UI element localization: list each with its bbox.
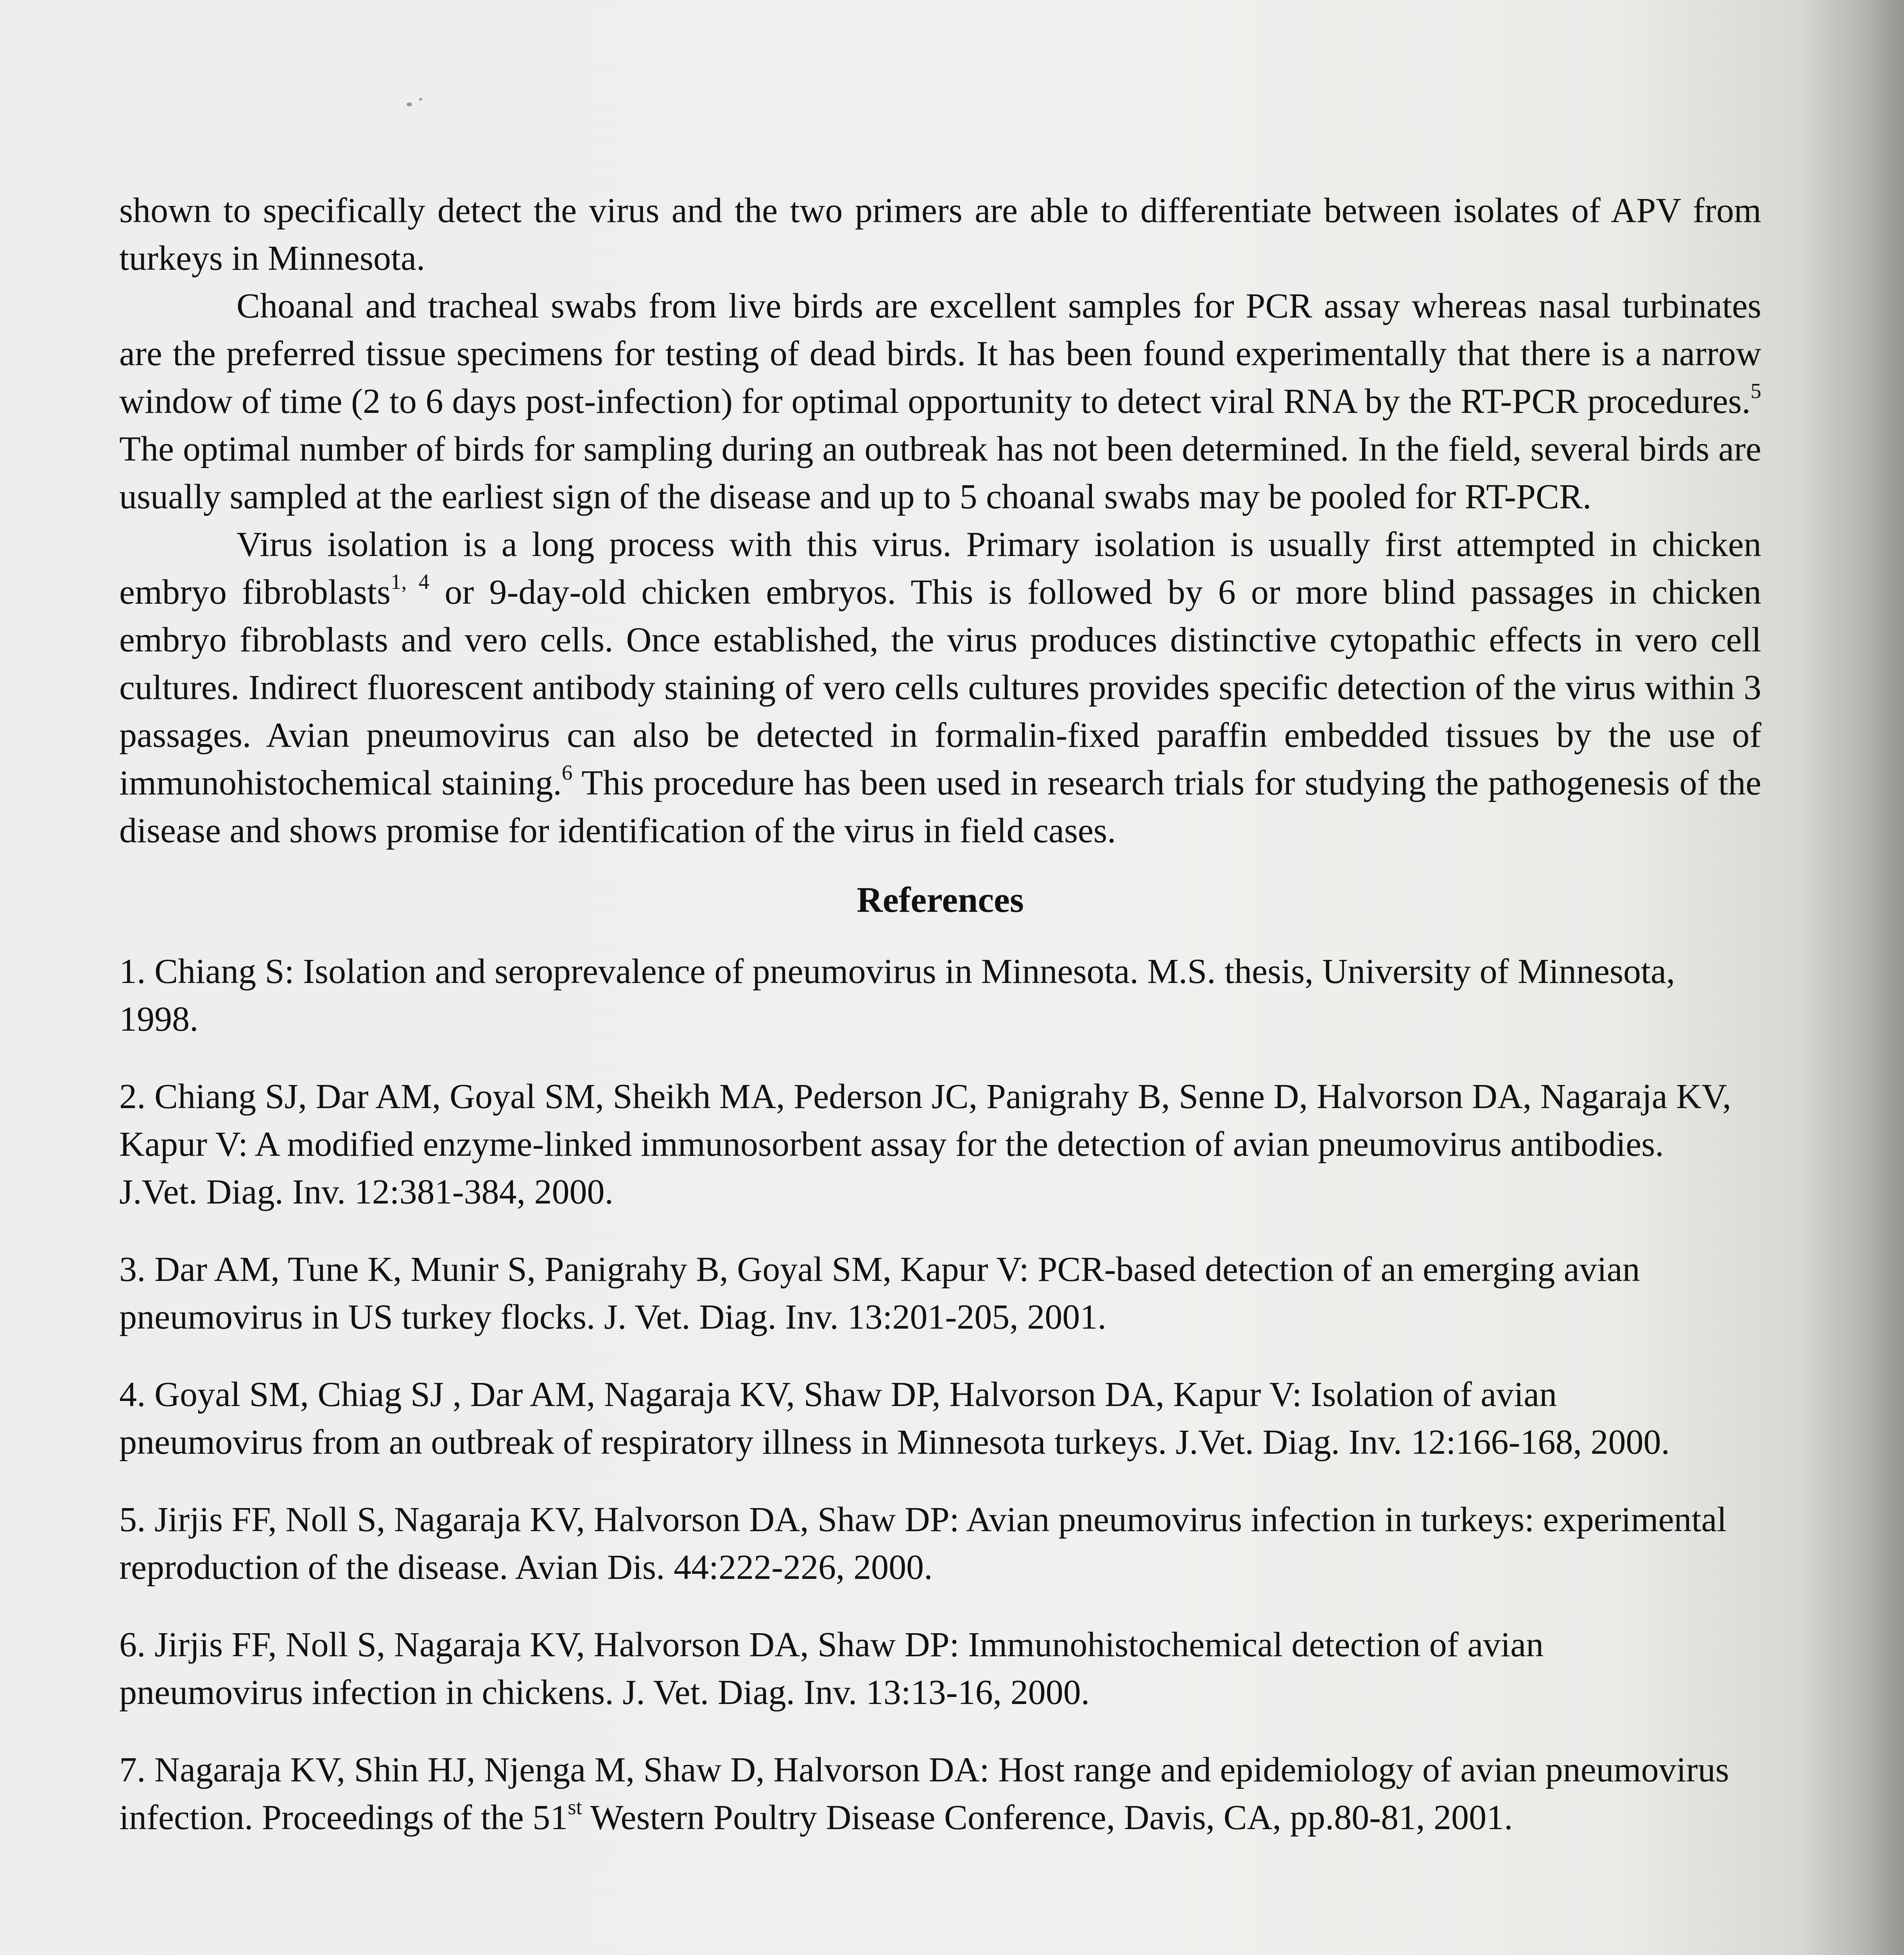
reference-number: 6. bbox=[119, 1625, 146, 1664]
scan-speck bbox=[407, 102, 412, 106]
page-edge-shadow bbox=[1802, 0, 1904, 1955]
reference-item bbox=[119, 1746, 1734, 1842]
isolation-text-end: This procedure has been used in research trials for studying the pathogenesis of the disease and shows promise for identification of the virus in field cases. bbox=[119, 764, 1762, 850]
reference-text: Nagaraja KV, Shin HJ, Njenga M, Shaw D, Halvorson DA: Host range and epidemiology of avian pneumovirus infection. Proceedings of the 51 bbox=[119, 1751, 1729, 1837]
reference-number: 2. bbox=[119, 1077, 146, 1116]
references-heading: References bbox=[857, 880, 1024, 920]
reference-number: 5. bbox=[119, 1500, 146, 1539]
isolation-text: Virus isolation is a long process with this virus. Primary isolation is usually first attempted in chicken embryo fibroblasts bbox=[119, 525, 1761, 612]
reference-text: Dar AM, Tune K, Munir S, Panigrahy B, Goyal SM, Kapur V: PCR-based detection of an emerging avian pneumovirus in US turkey flocks. J. Vet. Diag. Inv. 13:201-205, 2001. bbox=[119, 1250, 1640, 1336]
swabs-paragraph bbox=[119, 282, 1761, 521]
ordinal-superscript: st bbox=[568, 1795, 582, 1819]
reference-text: Jirjis FF, Noll S, Nagaraja KV, Halvorson DA, Shaw DP: Immunohistochemical detection of avian pneumovirus infection in chickens. J. Vet. Diag. Inv. 13:13-16, 2000. bbox=[119, 1625, 1544, 1712]
citation-superscript: 6 bbox=[561, 760, 573, 784]
citation-superscript: 5 bbox=[1750, 379, 1761, 403]
citation-superscript: 1, 4 bbox=[391, 570, 430, 594]
isolation-paragraph bbox=[119, 521, 1761, 855]
reference-item bbox=[119, 1496, 1734, 1591]
reference-item bbox=[119, 948, 1734, 1043]
reference-number: 1. bbox=[119, 952, 146, 991]
reference-item bbox=[119, 1371, 1734, 1466]
reference-item bbox=[119, 1246, 1734, 1341]
page-content bbox=[119, 187, 1761, 1871]
continuation-paragraph bbox=[119, 187, 1761, 282]
reference-number: 3. bbox=[119, 1250, 146, 1289]
reference-item bbox=[119, 1073, 1734, 1216]
swabs-text: Choanal and tracheal swabs from live birds are excellent samples for PCR assay whereas nasal turbinates are the preferred tissue specimens for testing of dead birds. It has been found experimentally that there is a narrow window of time (2 to 6 days post-infection) for optimal opportunity to detect viral RNA by the RT-PCR procedures. bbox=[119, 287, 1761, 421]
reference-text: Jirjis FF, Noll S, Nagaraja KV, Halvorson DA, Shaw DP: Avian pneumovirus infection in turkeys: experimental reproduction of the disease. Avian Dis. 44:222-226, 2000. bbox=[119, 1500, 1727, 1587]
continuation-text: shown to specifically detect the virus and the two primers are able to differentiate between isolates of APV from turkeys in Minnesota. bbox=[119, 191, 1761, 278]
reference-text-continued: Western Poultry Disease Conference, Davis, CA, pp.80-81, 2001. bbox=[582, 1798, 1513, 1837]
isolation-text-continued: or 9-day-old chicken embryos. This is followed by 6 or more blind passages in chicken embryo fibroblasts and vero cells. Once established, the virus produces distinctive cytopathic effects in vero cell cultures. Indirect fluorescent antibody staining of vero cells cultures provides specific detection of the virus within 3 passages. Avian pneumovirus can also be detected in formalin-fixed paraffin embedded tissues by the use of immunohistochemical staining. bbox=[119, 573, 1762, 802]
reference-item bbox=[119, 1621, 1734, 1716]
reference-number: 4. bbox=[119, 1375, 146, 1414]
reference-text: Chiang SJ, Dar AM, Goyal SM, Sheikh MA, Pederson JC, Panigrahy B, Senne D, Halvorson DA, Nagaraja KV, Kapur V: A modified enzyme-linked immunosorbent assay for the detection of avian pneumovirus antibodies. J.Vet. Diag. Inv. 12:381-384, 2000. bbox=[119, 1077, 1732, 1211]
reference-text: Chiang S: Isolation and seroprevalence of pneumovirus in Minnesota. M.S. thesis, University of Minnesota, 1998. bbox=[119, 952, 1675, 1038]
reference-text: Goyal SM, Chiag SJ , Dar AM, Nagaraja KV, Shaw DP, Halvorson DA, Kapur V: Isolation of avian pneumovirus from an outbreak of respiratory illness in Minnesota turkeys. J.Vet. Diag. Inv. 12:166-168, 2000. bbox=[119, 1375, 1670, 1462]
swabs-text-continued: The optimal number of birds for sampling during an outbreak has not been determined. In the field, several birds are usually sampled at the earliest sign of the disease and up to 5 choanal swabs may be pooled for RT-PCR. bbox=[119, 430, 1761, 516]
scan-speck bbox=[419, 98, 422, 101]
reference-number: 7. bbox=[119, 1751, 146, 1789]
